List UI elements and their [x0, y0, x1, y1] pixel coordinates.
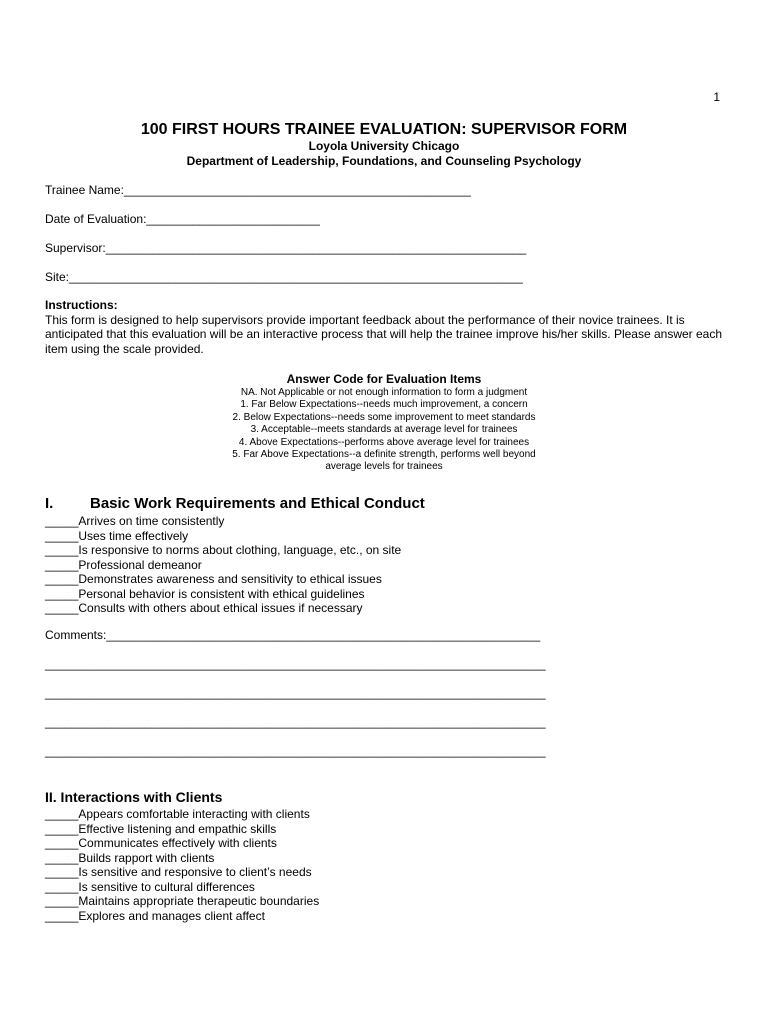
answer-code-5-continued: average levels for trainees: [325, 461, 443, 473]
page-number: 1: [713, 90, 720, 104]
evaluation-item[interactable]: _____Personal behavior is consistent with ethical guidelines: [45, 586, 365, 601]
supervisor-field[interactable]: Supervisor:_______________________________________________________________: [45, 241, 527, 255]
evaluation-item[interactable]: _____Appears comfortable interacting with clients: [45, 807, 310, 821]
instructions-text: This form is designed to help supervisors provide important feedback about the performance of their novice trainees. It is anticipated that this evaluation will be an interactive process that will help the trainee improve his/her skills. Please answer each item using the scale provided.: [45, 312, 723, 356]
answer-code-na: NA. Not Applicable or not enough information to form a judgment: [240, 387, 528, 398]
section-interactions-with-clients: [45, 789, 319, 923]
site-field[interactable]: Site:____________________________________________________________________: [45, 270, 523, 284]
answer-code-5: 5. Far Above Expectations--a definite strength, performs well beyond: [232, 449, 536, 461]
date-of-evaluation-field[interactable]: Date of Evaluation:__________________________: [45, 212, 320, 226]
evaluation-item[interactable]: _____Is responsive to norms about clothing, language, etc., on site: [45, 543, 402, 557]
form-header: [0, 120, 768, 169]
evaluation-item[interactable]: _____Maintains appropriate therapeutic boundaries: [45, 894, 320, 908]
section-heading: II. Interactions with Clients: [45, 789, 223, 805]
form-title: 100 FIRST HOURS TRAINEE EVALUATION: SUPERVISOR FORM: [140, 121, 628, 138]
section-number: I.: [45, 495, 54, 512]
comment-line[interactable]: ___________________________________________________________________________: [45, 657, 546, 671]
answer-code-3: 3. Acceptable--meets standards at average level for trainees: [250, 424, 518, 436]
comments-block: [45, 628, 546, 773]
answer-code-1: 1. Far Below Expectations--needs much improvement, a concern: [240, 399, 528, 411]
comment-line[interactable]: ___________________________________________________________________________: [45, 686, 546, 700]
university-name: Loyola University Chicago: [308, 139, 460, 153]
evaluation-item[interactable]: _____Demonstrates awareness and sensitivity to ethical issues: [45, 572, 382, 586]
answer-code-heading: Answer Code for Evaluation Items: [286, 372, 482, 386]
answer-code-4: 4. Above Expectations--performs above average level for trainees: [238, 436, 530, 448]
evaluation-item[interactable]: _____Professional demeanor: [45, 557, 202, 572]
evaluation-item[interactable]: _____Explores and manages client affect: [45, 908, 265, 923]
section-heading: [45, 495, 425, 513]
evaluation-item[interactable]: _____Communicates effectively with clients: [45, 836, 277, 850]
answer-code-2: 2. Below Expectations--needs some improvement to meet standards: [232, 411, 536, 423]
evaluation-item[interactable]: _____Is sensitive and responsive to client’s needs: [45, 865, 312, 879]
evaluation-item[interactable]: _____Builds rapport with clients: [45, 850, 215, 865]
evaluation-item[interactable]: _____Uses time effectively: [45, 528, 189, 543]
evaluation-item[interactable]: _____Arrives on time consistently: [45, 514, 225, 528]
instructions-heading: Instructions:: [45, 298, 118, 312]
comment-line[interactable]: ___________________________________________________________________________: [45, 715, 546, 729]
answer-code-block: [0, 371, 768, 474]
comment-line[interactable]: ___________________________________________________________________________: [45, 744, 546, 758]
evaluation-item[interactable]: _____Consults with others about ethical issues if necessary: [45, 601, 363, 615]
trainee-name-field[interactable]: Trainee Name:____________________________________________________: [45, 183, 471, 197]
instructions-block: [45, 298, 725, 356]
comments-field[interactable]: Comments:_________________________________________________________________: [45, 628, 541, 642]
department-name: Department of Leadership, Foundations, and Counseling Psychology: [186, 154, 582, 168]
section-basic-work-requirements: [45, 495, 425, 616]
evaluation-item[interactable]: _____Is sensitive to cultural differences: [45, 879, 255, 894]
evaluation-item[interactable]: _____Effective listening and empathic skills: [45, 821, 277, 836]
section-title: Basic Work Requirements and Ethical Conduct: [90, 495, 425, 512]
trainee-info-fields: [45, 183, 526, 299]
